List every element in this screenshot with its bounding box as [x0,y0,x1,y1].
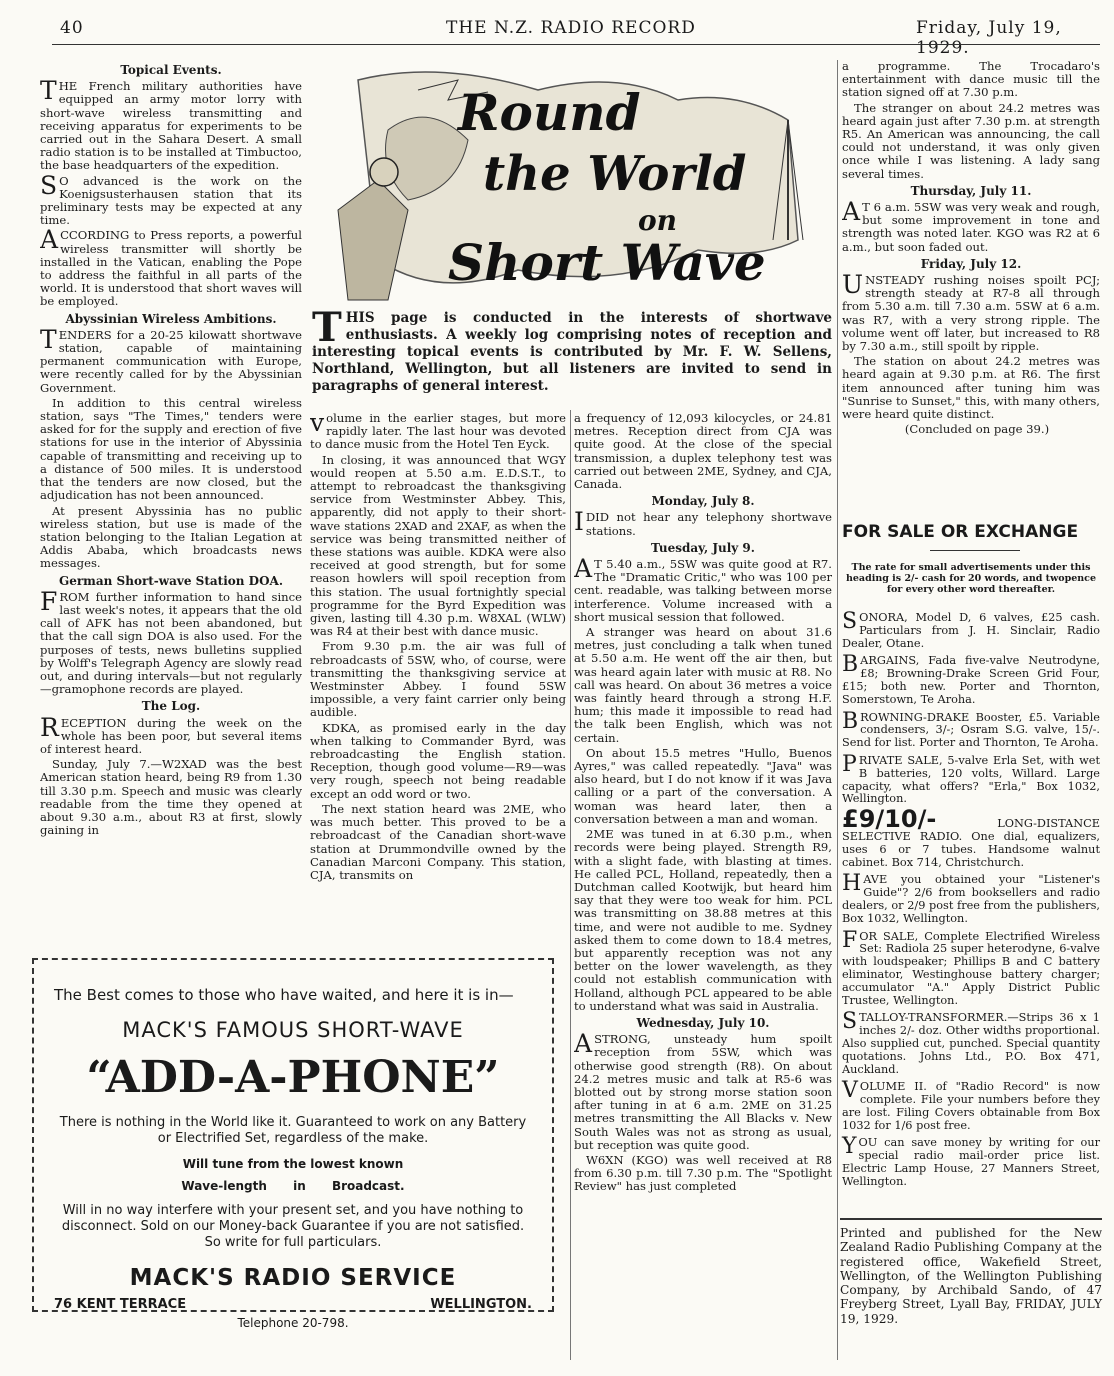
heading-friday: Friday, July 12. [920,256,1022,271]
header-rule [52,44,1100,45]
article-paragraph: ASTRONG, unsteady hum spoilt reception from 5SW, which was otherwise good strength (R8). On about 24.2 metres music and talk at R5-6 was blotted out by strong morse station soon after tuning in at 6 a.m. 2ME on 31.25 metres transmitting the All Blacks v. New South Wales was not as strong as usual, but reception was quite good. [574,1029,832,1152]
classifieds-list [842,609,1100,1194]
classifieds-rule [930,550,1020,551]
column-2 [310,412,566,952]
ad-address [54,1297,532,1312]
article-paragraph: IDID not hear any telephony shortwave stations. [574,507,832,538]
ad-wavelength-b: in [293,1179,306,1193]
article-paragraph: From 9.30 p.m. the air was full of rebroadcasts of 5SW, who, of course, were transmitting the thanksgiving service at Westminster Abbey. I found 5SW impossible, a very faint carrier only being audible. [310,639,566,720]
article-paragraph: The station on about 24.2 metres was heard again at 9.30 p.m. at R6. The first item announced after tuning him was "Sunrise to Sunset," this, with many others, were heard quite distinct. [842,354,1100,422]
article-paragraph: 2ME was tuned in at 6.30 p.m., when records were being played. Strength R9, with a slight fade, with blasting at times. He called PCL, Holland, repeatedly, then a Dutchman called Kootwijk, but heard him say that they were too weak for him. PCL was transmitting on 38.88 metres at this time, and were not audible to me. Sydney asked them to come down to 18.4 metres, but apparently reception was not any better on the lower wavelength, as they could not establish communication with Holland, although PCL appeared to be able to understand what was said in Australia. [574,827,832,1013]
heading-tuesday: Tuesday, July 9. [651,540,755,555]
ad-wavelength-c: Broadcast. [331,1179,405,1193]
classified-ad: STALLOY-TRANSFORMER.—Strips 36 x 1 inches 2/- doz. Other widths proportional. Also supplied cut, punched. Special quantity quotations. Johns Ltd., P.O. Box 471, Auckland. [842,1009,1100,1076]
article-paragraph: THE French military authorities have equipped an army motor lorry with short-wave wireless transmitting and receiving apparatus for experiments to be carried out in the Sahara Desert. A small radio station is to be installed at Timbuctoo, the base headquarters of the expedition. [40,76,302,173]
heading-thursday: Thursday, July 11. [910,183,1032,198]
heading-german-doa: German Short-wave Station DOA. [58,573,284,588]
article-paragraph: RECEPTION during the week on the whole has been poor, but several items of interest heard. [40,712,302,756]
article-paragraph: FROM further information to hand since last week's notes, it appears that the old call of AFK has not been abandoned, but that the call sign DOA is also used. For the purposes of tests, news bulletins supplied by Wolff's Telegraph Agency are slowly read out, and during intervals—but not regularly—gramophone records are played. [40,586,302,697]
article-paragraph: In closing, it was announced that WGY would reopen at 5.50 a.m. E.D.S.T., to attempt to rebroadcast the thanksgiving service from Westminster Abbey. This, apparently, did not apply to their short-wave stations 2XAD and 2XAF, as when the service was being transmitted neither of these stations was auible. KDKA were also received at good strength, but for some reason howlers will spoil reception from this station. The usual fortnightly special programme for the Byrd Expedition was given, lasting till 4.30 p.m. W8XAL (WLW) was R4 at their best with dance music. [310,452,566,639]
ad-guarantee: There is nothing in the World like it. Guaranteed to work on any Battery or Electrified Set, regardless of the make. [59,1115,527,1146]
ad-intro: The Best comes to those who have waited, and here it is in— [54,986,514,1004]
article-paragraph: AT 6 a.m. 5SW was very weak and rough, but some improvement in tone and strength was noted later. KGO was R2 at 6 a.m., but soon faded out. [842,197,1100,254]
continued-note: (Concluded on page 39.) [904,422,1050,437]
article-paragraph: UNSTEADY rushing noises spoilt PCJ; strength steady at R7-8 all through from 5.30 a.m. till 7.30 a.m. 5SW at 6 a.m. was R7, with a very strong ripple. The volume went off later, but increased to R8 by 7.30 a.m., still spoilt by ripple. [842,270,1100,354]
column-rule [837,60,838,1360]
ad-tune-line: Will tune from the lowest known [182,1157,404,1171]
heading-abyssinian: Abyssinian Wireless Ambitions. [65,311,277,326]
banner-line3: on [638,204,678,237]
ad-city: WELLINGTON. [430,1297,532,1312]
article-paragraph: volume in the earlier stages, but more rapidly later. The last hour was devoted to dance music from the Hotel Ten Eyck. [310,412,566,452]
classified-ad: YOU can save money by writing for our special radio mail-order price list. Electric Lamp House, 27 Manners Street, Wellington. [842,1134,1100,1188]
article-paragraph: KDKA, as promised early in the day when talking to Commander Byrd, was rebroadcasting the English station. Reception, though good volume—R9—was very rough, speech not being readable except an odd word or two. [310,720,566,801]
article-paragraph: A stranger was heard on about 31.6 metres, just concluding a talk when tuned at 5.50 a.m. He went off the air then, but was heard again later with music at R8. No call was heard. On about 36 metres a voice was faintly heard through a strong H.F. hum; this made it impossible to read had the talk been English, which was not certain. [574,625,832,745]
article-paragraph: The next station heard was 2ME, who was much better. This proved to be a rebroadcast of the Canadian short-wave station at Drummondville owned by the Canadian Marconi Company. This station, CJA, transmits on [310,801,566,882]
article-paragraph: a frequency of 12,093 kilocycles, or 24.81 metres. Reception direct from CJA was quite good. At the close of the special transmission, a duplex telephony test was carried out between 2ME, Sydney, and CJA, Canada. [574,412,832,492]
classifieds-heading: FOR SALE OR EXCHANGE [842,522,1079,542]
column-1 [40,60,302,950]
ad-product-name: “ADD-A-PHONE” [86,1052,500,1103]
classified-ad [842,805,1100,869]
article-paragraph: SO advanced is the work on the Koenigsusterhausen station that its preliminary tests may be expected at any time. [40,170,302,228]
article-paragraph: Sunday, July 7.—W2XAD was the best American station heard, being R9 from 1.30 till 3.30 p.m. Speech and music was clearly readable from the time they opened at about 9.30 a.m., about R3 at first, slowly gaining in [40,757,302,838]
addaphone-advertisement [32,958,554,1330]
classified-ad: BROWNING-DRAKE Booster, £5. Variable condensers, 3/-; Osram S.G. valve, 15/-. Send for list. Porter and Thornton, Te Aroha. [842,708,1100,750]
banner-line2: the World [483,146,747,202]
article-paragraph: AT 5.40 a.m., 5SW was quite good at R7. The "Dramatic Critic," who was 100 per cent. readable, was talking between morse interference. Volume increased with a short musical session that followed. [574,554,832,624]
ad-subtitle: MACK'S FAMOUS SHORT-WAVE [122,1018,464,1042]
article-paragraph: In addition to this central wireless station, says "The Times," tenders were asked for for the supply and erection of five stations for use in the interior of Abyssinia capable of transmitting and receiving up to a distance of 500 miles. It is understood that the tenders are now closed, but the adjudication has not been announced. [40,395,302,503]
intro-paragraph: THIS page is conducted in the interests of shortwave enthusiasts. A weekly log comprising notes of reception and interesting topical events is contributed by Mr. F. W. Sellens, Northland, Wellington, but all listeners are invited to send in paragraphs of general interest. [312,304,832,394]
column-rule [570,410,571,1360]
ad-telephone: Telephone 20-798. [237,1316,349,1330]
classified-price-text: LONG-DISTANCE SELECTIVE RADIO. One dial, equalizers, uses 6 or 7 tubes. Handsome walnut cabinet. Box 714, Christchurch. [842,817,1100,869]
heading-the-log: The Log. [141,699,201,714]
ad-wavelength-a: Wave-length [181,1179,267,1193]
heading-wednesday: Wednesday, July 10. [636,1015,770,1030]
classified-ad: PRIVATE SALE, 5-valve Erla Set, with wet B batteries, 120 volts, Willard. Large capacity, what offers? "Erla," Box 1032, Wellington. [842,751,1100,806]
banner-illustration [318,60,830,308]
article-paragraph: TENDERS for a 20-25 kilowatt shortwave station, capable of maintaining permanent communication with Europe, were recently called for by the Abyssinian Government. [40,324,302,395]
banner-art-icon [318,60,830,308]
article-paragraph: a programme. The Trocadaro's entertainment with dance music till the station signed off at 7.30 p.m. [842,60,1100,100]
issue-date: Friday, July 19, 1929. [916,18,1062,58]
ad-body: Will in no way interfere with your present set, and you have nothing to disconnect. Sold on our Money-back Guarantee if you are not satisfied. So write for full particulars. [61,1203,525,1250]
article-paragraph: At present Abyssinia has no public wireless station, but use is made of the station belonging to the Italian Legation at Addis Ababa, which broadcasts news messages. [40,503,302,571]
banner-line1: Round [458,83,641,142]
classified-ad: VOLUME II. of "Radio Record" is now complete. File your numbers before they are lost. Filing Covers obtainable from Box 1032 for 1/6 post free. [842,1078,1100,1132]
classified-ad: FOR SALE, Complete Electrified Wireless Set: Radiola 25 super heterodyne, 6-valve with loudspeaker; Phillips B and C battery eliminator, Westinghouse battery charger; accumulator "A." Apply District Public Trustee, Wellington. [842,927,1100,1007]
page-number: 40 [60,18,84,38]
classified-ad: HAVE you obtained your "Listener's Guide"? 2/6 from booksellers and radio dealers, or 2/9 post free from the publishers, Box 1032, Wellington. [842,871,1100,925]
article-paragraph: ACCORDING to Press reports, a powerful wireless transmitter will shortly be installed in the Vatican, enabling the Pope to address the faithful in all parts of the world. It is understood that short waves will be employed. [40,225,302,309]
ad-street: 76 KENT TERRACE [54,1297,187,1312]
masthead: THE N.Z. RADIO RECORD [446,18,696,38]
article-paragraph: W6XN (KGO) was well received at R8 from 6.30 p.m. till 7.30 p.m. The "Spotlight Review" has just completed [574,1152,832,1194]
column-4 [842,60,1100,500]
imprint: Printed and published for the New Zealand Radio Publishing Company at the registered office, Wakefield Street, Wellington, of the Wellington Publishing Company, by Archibald Sando, of 47 Freyberg Street, Lyall Bay, FRIDAY, JULY 19, 1929. [840,1218,1102,1326]
article-paragraph: The stranger on about 24.2 metres was heard again just after 7.30 p.m. at strength R5. An American was announcing, the call could not understand, it was only given once while I was listening. A lady sang several times. [842,100,1100,181]
ad-company: MACK'S RADIO SERVICE [129,1265,457,1291]
classified-ad: SONORA, Model D, 6 valves, £25 cash. Particulars from J. H. Sinclair, Radio Dealer, Otane. [842,609,1100,650]
column-3 [574,412,832,1362]
classified-price: £9/10/- [842,805,937,834]
classifieds-rate: The rate for small advertisements under this heading is 2/- cash for 20 words, and twopence for every other word thereafter. [845,562,1097,595]
banner-line4: Short Wave [448,233,766,292]
classified-ad: BARGAINS, Fada five-valve Neutrodyne, £8; Browning-Drake Screen Grid Four, £15; both new. Porter and Thornton, Somerstown, Te Aroha. [842,652,1100,706]
heading-topical-events: Topical Events. [120,63,222,77]
heading-monday: Monday, July 8. [651,494,755,509]
article-paragraph: On about 15.5 metres "Hullo, Buenos Ayres," was called repeatedly. "Java" was also heard, but I do not know if it was Java calling or a part of the conversation. A woman was heard later, then a conversation between a man and woman. [574,745,832,826]
ad-wavelength-line [54,1179,532,1193]
